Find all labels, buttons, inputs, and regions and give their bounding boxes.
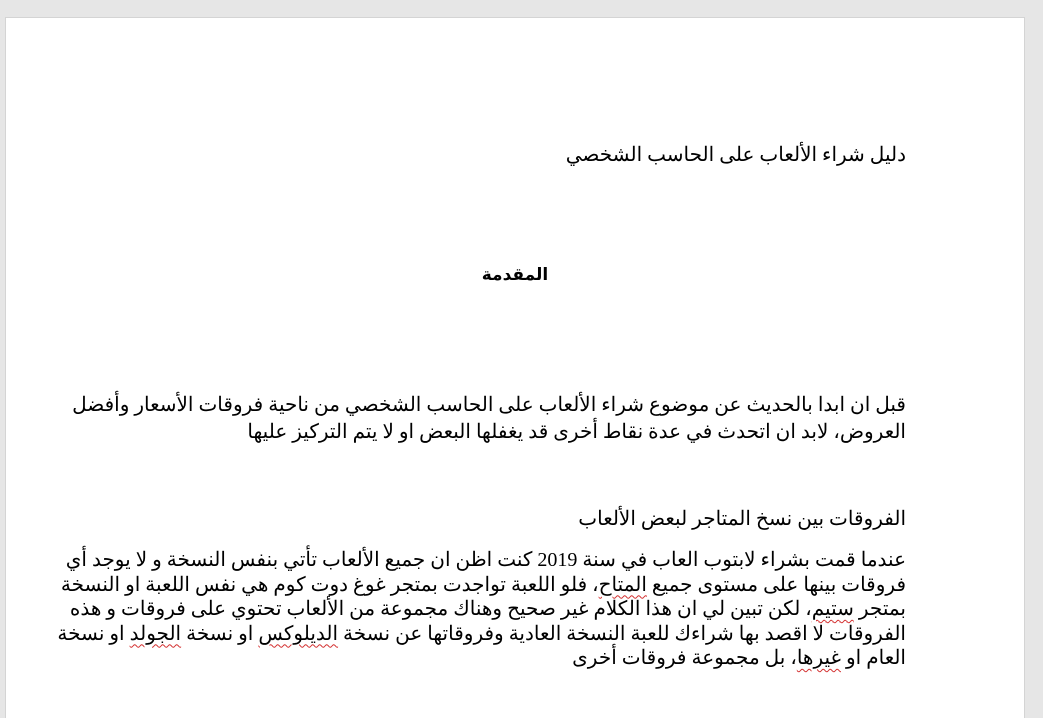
text-run: ، فلو اللعبة تواجدت بمتجر غوغ دوت كوم هي نفس اللعبة او النسخة <box>60 573 599 596</box>
section-line-3[interactable] <box>69 597 906 622</box>
spelling-error[interactable]: الجولد <box>129 622 182 645</box>
text-run: بمتجر <box>853 598 906 620</box>
text-run: ، لكن تبين لي ان هذا الكلام غير صحيح وهناك مجموعة من الألعاب تحتوي على فروقات و هذه <box>69 598 812 620</box>
intro-line-1[interactable]: قبل ان ابدا بالحديث عن موضوع شراء الألعاب على الحاسب الشخصي من ناحية فروقات الأسعار وأفضل <box>72 394 906 416</box>
text-run: او نسخة <box>57 622 130 645</box>
section-line-4[interactable] <box>57 622 906 647</box>
spelling-error[interactable]: الديلوكس <box>258 622 339 645</box>
section-line-2[interactable] <box>60 573 906 598</box>
document-page[interactable] <box>6 18 1024 718</box>
section-line-1[interactable]: عندما قمت بشراء لابتوب العاب في سنة 2019 كنت اظن ان جميع الألعاب تأتي بنفس النسخة و لا يوجد أي <box>65 549 906 571</box>
section-heading[interactable]: الفروقات بين نسخ المتاجر لبعض الألعاب <box>578 508 906 530</box>
intro-heading[interactable]: المقدمة <box>481 265 549 284</box>
text-run: العام او <box>841 647 906 669</box>
section-line-5[interactable] <box>138 646 906 671</box>
spelling-error[interactable]: المتاح <box>598 573 647 596</box>
text-run: او نسخة <box>181 622 259 645</box>
document-body[interactable] <box>6 18 1024 718</box>
section-paragraph[interactable] <box>57 548 906 671</box>
intro-line-2[interactable]: العروض، لابد ان اتحدث في عدة نقاط أخرى قد يغفلها البعض او لا يتم التركيز عليها <box>247 421 906 443</box>
spelling-error[interactable]: ستيم <box>811 598 854 620</box>
intro-paragraph[interactable] <box>72 392 906 446</box>
spelling-error[interactable]: غيرها <box>796 647 841 669</box>
document-title[interactable]: دليل شراء الألعاب على الحاسب الشخصي <box>565 144 906 166</box>
text-run: فروقات بينها على مستوى جميع <box>646 573 906 596</box>
text-run: ، بل مجموعة فروقات أخرى <box>572 647 797 669</box>
text-run: الفروقات لا اقصد بها شراءك للعبة النسخة العادية وفروقاتها عن نسخة <box>338 622 906 645</box>
